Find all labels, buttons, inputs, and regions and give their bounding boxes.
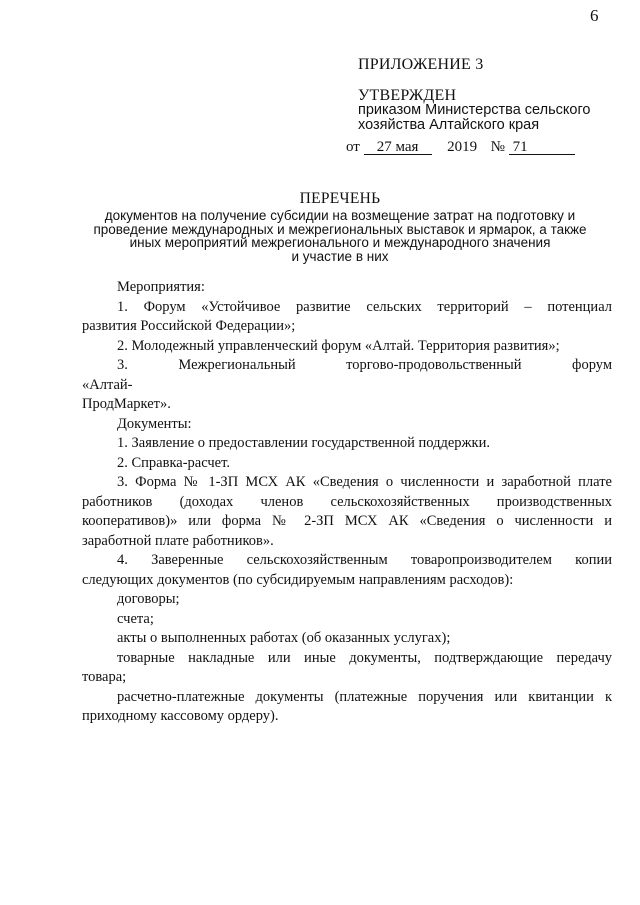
date-day-month: 27 мая [364, 140, 432, 155]
title-line-1: документов на получение субсидии на возмещение затрат на подготовку и [104, 208, 576, 223]
documents-heading: Документы: [117, 415, 192, 432]
item-waybills-line-2: товара; [82, 669, 127, 685]
date-prefix: от [346, 139, 360, 155]
item-acts: акты о выполненных работах (об оказанных услугах); [117, 630, 451, 646]
doc-3-line-4: заработной плате работников». [82, 532, 274, 549]
title-heading: ПЕРЕЧЕНЬ [299, 190, 381, 207]
appendix-label: ПРИЛОЖЕНИЕ 3 [358, 56, 484, 73]
order-line-2: хозяйства Алтайского края [358, 117, 540, 133]
doc-4-line-2: следующих документов (по субсидируемым направлениям расходов): [82, 571, 514, 588]
approval-block [346, 56, 618, 156]
date-year: 2019 [447, 139, 478, 155]
item-invoices: счета; [117, 610, 154, 627]
order-number: 71 [509, 140, 575, 155]
number-sign: № [490, 139, 505, 155]
doc-4-line-1: 4. Заверенные сельскохозяйственным товаропроизводителем копии [117, 552, 612, 568]
doc-2: 2. Справка-расчет. [117, 454, 230, 471]
document-body [82, 278, 612, 727]
doc-3-line-2: работников (доходах членов сельскохозяйственных производственных [82, 493, 612, 510]
title-line-2: проведение международных и межрегиональных выставок и ярмарок, а также [93, 221, 587, 237]
order-line-1: приказом Министерства сельского [358, 102, 591, 118]
event-3-line-2: ПродМаркет». [82, 396, 171, 412]
order-date-line [346, 138, 618, 156]
events-heading: Мероприятия: [117, 279, 205, 295]
event-3-line-1: 3. Межрегиональный торгово-продовольственный форум «Алтай- [82, 357, 612, 393]
event-1-line-1: 1. Форум «Устойчивое развитие сельских территорий – потенциал [117, 298, 612, 315]
doc-1: 1. Заявление о предоставлении государственной поддержки. [117, 435, 490, 451]
title-line-3: иных мероприятий межрегионального и международного значения [129, 235, 551, 250]
event-2: 2. Молодежный управленческий форум «Алтай. Территория развития»; [117, 337, 560, 354]
document-title [60, 190, 620, 263]
item-payments-line-1: расчетно-платежные документы (платежные поручения или квитанции к [117, 688, 612, 705]
page-number: 6 [590, 6, 599, 25]
approved-label: УТВЕРЖДЕН [358, 87, 457, 104]
item-payments-line-2: приходному кассовому ордеру). [82, 708, 279, 724]
doc-3-line-1: 3. Форма № 1-ЗП МСХ АК «Сведения о численности и заработной плате [117, 474, 612, 490]
event-1-line-2: развития Российской Федерации»; [82, 318, 296, 334]
item-waybills-line-1: товарные накладные или иные документы, подтверждающие передачу [117, 649, 612, 666]
item-contracts: договоры; [117, 591, 180, 607]
doc-3-line-3: кооперативов)» или форма № 2-ЗП МСХ АК «Сведения о численности и [82, 513, 612, 529]
title-line-4: и участие в них [291, 248, 389, 264]
